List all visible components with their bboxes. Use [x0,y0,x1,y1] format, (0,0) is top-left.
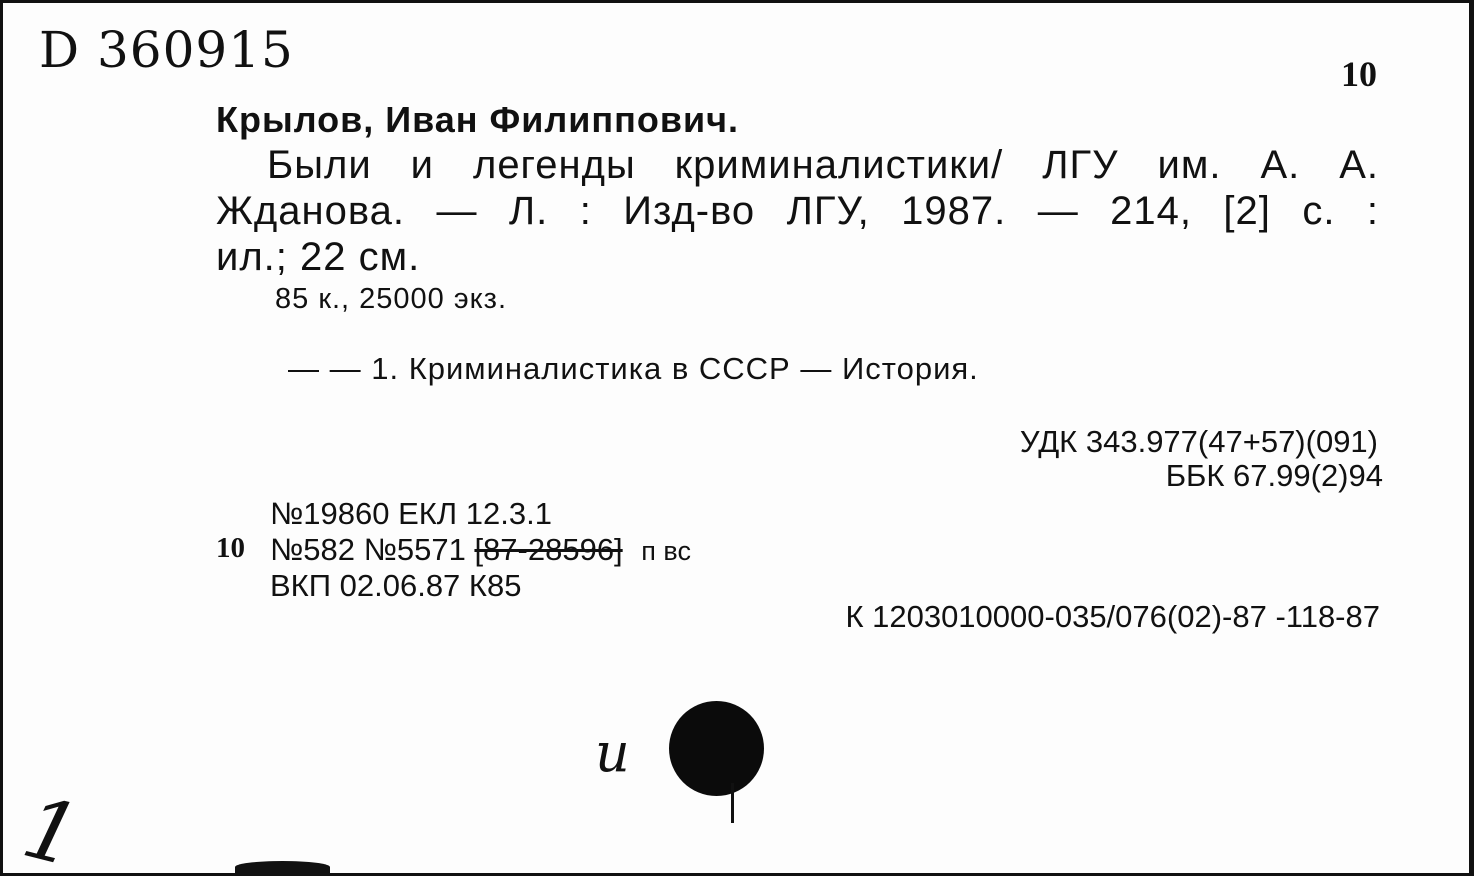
order-number-line: №19860 ЕКЛ 12.3.1 [270,496,552,531]
struck-number: [87-28596] [474,532,623,567]
author-heading: Крылов, Иван Филиппович. [216,99,740,140]
subject-heading: — — 1. Криминалистика в СССР — История. [288,351,979,386]
card-number: 10 [1341,54,1377,94]
punch-hole-dot [669,701,764,796]
title-line-3: ил.; 22 см. [216,235,421,279]
punch-hole-tail [731,783,734,823]
ink-smudge [235,861,330,873]
title-line-2: Жданова. — Л. : Изд-во ЛГУ, 1987. — 214, [2] с. : [216,189,1379,233]
vkp-line: ВКП 02.06.87 К85 [270,568,522,603]
bbk-classification: ББК 67.99(2)94 [1165,458,1383,493]
title-line-1: Были и легенды криминалистики/ ЛГУ им. А. А. [267,143,1379,187]
call-number-stamp: D 360915 [39,21,294,79]
price-print-run: 85 к., 25000 экз. [275,283,508,315]
registration-numbers: №582 №5571 [270,532,466,567]
registration-numbers-line [270,532,691,568]
handwritten-number: 1 [13,777,90,886]
handwritten-note: п вс [641,536,691,566]
handwritten-mark: и [595,721,630,784]
k-index-line: К 1203010000-035/076(02)-87 -118-87 [845,599,1380,634]
udk-classification: УДК 343.977(47+57)(091) [1019,424,1378,459]
copy-count: 10 [216,532,245,564]
